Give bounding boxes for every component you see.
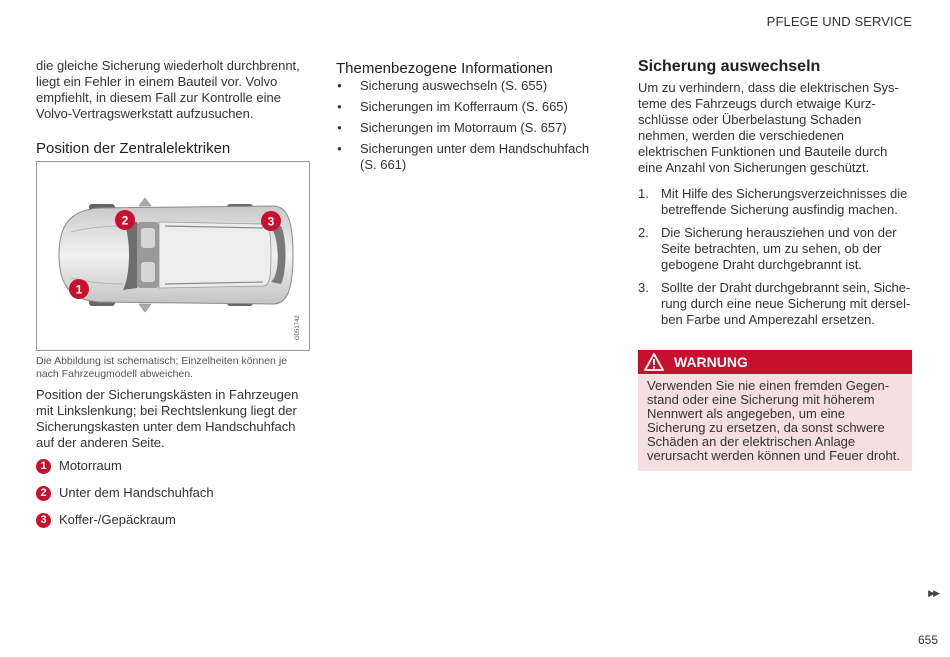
steps-list: [638, 186, 912, 328]
step-item: [638, 225, 912, 273]
legend-number-badge: 3: [36, 513, 51, 528]
step-number: 2.: [638, 225, 649, 240]
page-number: 655: [917, 633, 938, 647]
position-description: Position der Sicherungskästen in Fahrzeugen mit Linkslenkung; bei Rechtslenkung liegt der Sicherungskasten unter dem Handschuhfach auf der anderen Seite.: [36, 387, 299, 450]
warning-triangle-icon: [644, 353, 664, 371]
legend-number-badge: 2: [36, 486, 51, 501]
related-link-item[interactable]: ● Sicherungen im Motorraum (S. 657): [336, 120, 596, 136]
position-heading: Position der Zentralelektriken: [36, 140, 231, 157]
svg-text:3: 3: [267, 214, 275, 229]
step-item: [638, 280, 912, 328]
double-arrow-right-icon[interactable]: ▶▶: [928, 588, 938, 598]
figure-caption: Die Abbildung ist schematisch; Einzelheiten können je nach Fahrzeugmodell abweichen.: [36, 355, 287, 380]
callout-2-marker: [115, 210, 135, 230]
svg-text:2: 2: [121, 213, 129, 228]
step-text: Sollte der Draht durchgebrannt sein, Sicherung durch eine neue Sicherung mit derselben Farbe und Amperezahl ersetzen.: [661, 280, 911, 327]
related-link-item[interactable]: ● Sicherungen unter dem Handschuhfach (S. 661): [336, 141, 596, 173]
related-link-item[interactable]: ● Sicherungen im Kofferraum (S. 665): [336, 99, 596, 115]
related-link-item[interactable]: ● Sicherung auswechseln (S. 655): [336, 78, 596, 94]
legend-label: Motorraum: [59, 458, 122, 473]
warning-title: WARNUNG: [674, 354, 748, 370]
legend-label: Koffer-/Gepäckraum: [59, 512, 176, 527]
legend-item: [36, 512, 310, 528]
callout-1-marker: [69, 279, 89, 299]
column-middle: [336, 60, 596, 173]
car-topview-illustration: [37, 162, 309, 350]
car-topview-figure: [36, 161, 310, 351]
legend-list: [36, 458, 310, 528]
column-right: [638, 58, 912, 471]
step-number: 3.: [638, 280, 649, 295]
step-item: [638, 186, 912, 218]
warning-header: [638, 350, 912, 374]
replace-fuse-intro: Um zu verhindern, dass die elektrischen Systeme des Fahrzeugs durch etwaige Kurzschlüsse oder Überbelastung Schaden nehmen, werden die verschiedenen elektrischen Funktionen und Bauteile durch eine Anzahl von Sicherungen geschützt.: [638, 80, 899, 175]
related-links-list: [336, 78, 596, 173]
callout-3-marker: [261, 211, 281, 231]
svg-text:1: 1: [75, 282, 83, 297]
legend-number-badge: 1: [36, 459, 51, 474]
related-info-heading: Themenbezogene Informationen: [336, 60, 553, 77]
replace-fuse-heading: Sicherung auswechseln: [638, 58, 821, 75]
warning-box: [638, 350, 912, 471]
column-left: [36, 58, 310, 528]
step-number: 1.: [638, 186, 649, 201]
step-text: Die Sicherung herausziehen und von der Seite betrachten, um zu sehen, ob der gebogene Draht durchgebrannt ist.: [661, 225, 897, 272]
legend-item: [36, 485, 310, 501]
step-text: Mit Hilfe des Sicherungsverzeichnisses die betreffende Sicherung ausfindig machen.: [661, 186, 908, 217]
legend-item: [36, 458, 310, 474]
intro-paragraph: die gleiche Sicherung wiederholt durchbrennt, liegt ein Fehler in einem Bauteil vor. Volvo empfiehlt, in diesem Fall zur Kontrolle eine Volvo-Vertragswerkstatt aufzusuchen.: [36, 58, 300, 121]
section-header: PFLEGE UND SERVICE: [766, 14, 912, 29]
figure-code: G051742: [295, 315, 301, 340]
legend-label: Unter dem Handschuhfach: [59, 485, 214, 500]
warning-text: Verwenden Sie nie einen fremden Gegenstand oder eine Sicherung mit höherem Nennwert als angegeben, um eine Sicherung zu ersetzen, da sonst schwere Schäden an der elektrischen Anlage verursacht werden können und Feuer droht.: [647, 378, 900, 463]
